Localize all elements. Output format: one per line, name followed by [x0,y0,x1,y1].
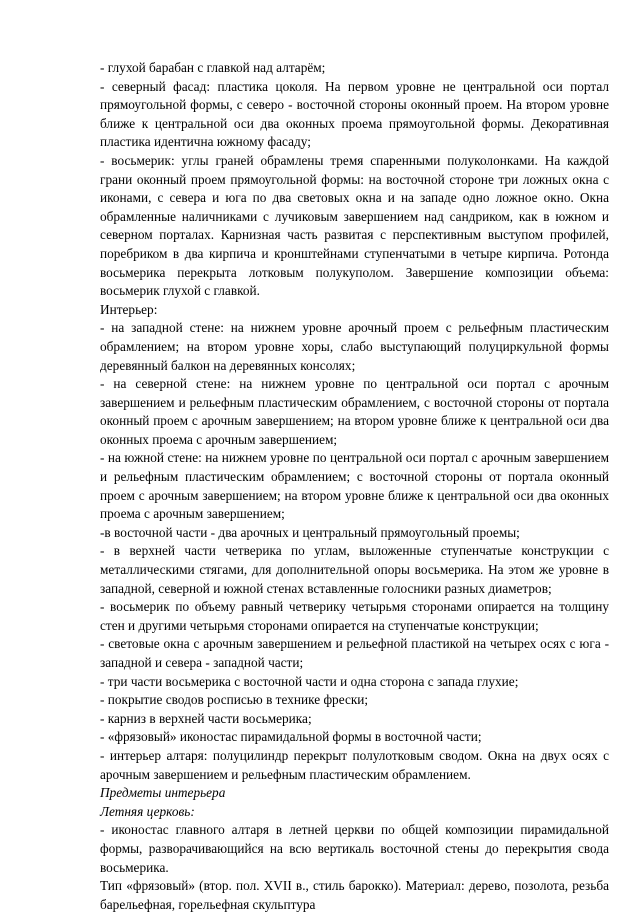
paragraph-octagon-volume: - восьмерик по объему равный четверику четырьмя сторонами опирается на толщину стен и другими четырьмя сторонами опирается на ступенчатые конструкции; [100,599,609,633]
heading-interior-items: Предметы интерьера [100,785,226,801]
paragraph-cornice: - карниз в верхней части восьмерика; [100,710,312,726]
paragraph-blind-sides: - три части восьмерика с восточной части и одна сторона с запада глухие; [100,673,519,689]
paragraph-main-iconostasis: - иконостас главного алтаря в летней церкви по общей композиции пирамидальной формы, разворачивающийся на всю вертикаль восточной стены до перекрытия свода восьмерика. [100,822,609,875]
document-page [100,59,609,914]
paragraph-east-part: -в восточной части - два арочных и центральный прямоугольный проемы; [100,524,520,540]
paragraph-upper-quadrangle: - в верхней части четверика по углам, выложенные ступенчатые конструкции с металлическими стягами, для дополнительной опоры восьмерика. На этом же уровне в западной, северной и южной стенах вставленные голосники разных диаметров; [100,543,609,596]
paragraph-drum: - глухой барабан с главкой над алтарём; [100,60,326,75]
paragraph-iconostasis: - «фрязовый» иконостас пирамидальной формы в восточной части; [100,729,482,745]
paragraph-frescoes: - покрытие сводов росписью в технике фрески; [100,692,369,708]
paragraph-south-wall: - на южной стене: на нижнем уровне по центральной оси портал с арочным завершением и рельефным пластическим обрамлением; с восточной стороны от портала оконный проем с арочным завершением; на втором уровне ближе к центральной оси два оконных проема с арочным завершением; [100,450,609,522]
paragraph-interior-heading: Интерьер: [100,301,158,317]
paragraph-type-material: Тип «фрязовый» (втор. пол. XVII в., стиль барокко). Материал: дерево, позолота, резьба барельефная, горельефная скульптура [100,878,609,912]
heading-summer-church: Летняя церковь: [100,803,195,819]
paragraph-octagon: - восьмерик: углы граней обрамлены тремя спаренными полуколонками. На каждой грани оконный проем прямоугольной формы: на восточной стороне три ложных окна с иконами, с севера и юга по два световых окна и на западе одно ложное окно. Окна обрамленные наличниками с лучиковым завершением над сандриком, как в южном и северном порталах. Карнизная часть развитая с перспективным выступом профилей, поребриком в два кирпича и кронштейнами ступенчатыми в четыре кирпича. Ротонда восьмерика перекрыта лотковым полукуполом. Завершение композиции объема: восьмерик глухой с главкой. [100,152,609,299]
paragraph-north-facade: - северный фасад: пластика цоколя. На первом уровне не центральной оси портал прямоугольной формы, с северо - восточной стороны оконный проем. На втором уровне ближе к центральной оси два оконных проема прямоугольной формы. Декоративная пластика идентична южному фасаду; [100,78,609,150]
paragraph-light-windows: - световые окна с арочным завершением и рельефной пластикой на четырех осях с юга - западной и севера - западной части; [100,636,609,670]
paragraph-north-wall: - на северной стене: на нижнем уровне по центральной оси портал с арочным завершением и рельефным пластическим обрамлением, с восточной стороны от портала оконный проем с арочным завершением; на втором уровне ближе к центральной оси два оконных проема с арочным завершением; [100,376,609,447]
paragraph-west-wall: - на западной стене: на нижнем уровне арочный проем с рельефным пластическим обрамлением; на втором уровне хоры, слабо выступающий полуциркульной формы деревянный балкон на деревянных консолях; [100,320,609,373]
paragraph-altar-interior: - интерьер алтаря: полуцилиндр перекрыт полулотковым сводом. Окна на двух осях с арочным завершением и рельефным пластическим обрамлением. [100,747,609,782]
